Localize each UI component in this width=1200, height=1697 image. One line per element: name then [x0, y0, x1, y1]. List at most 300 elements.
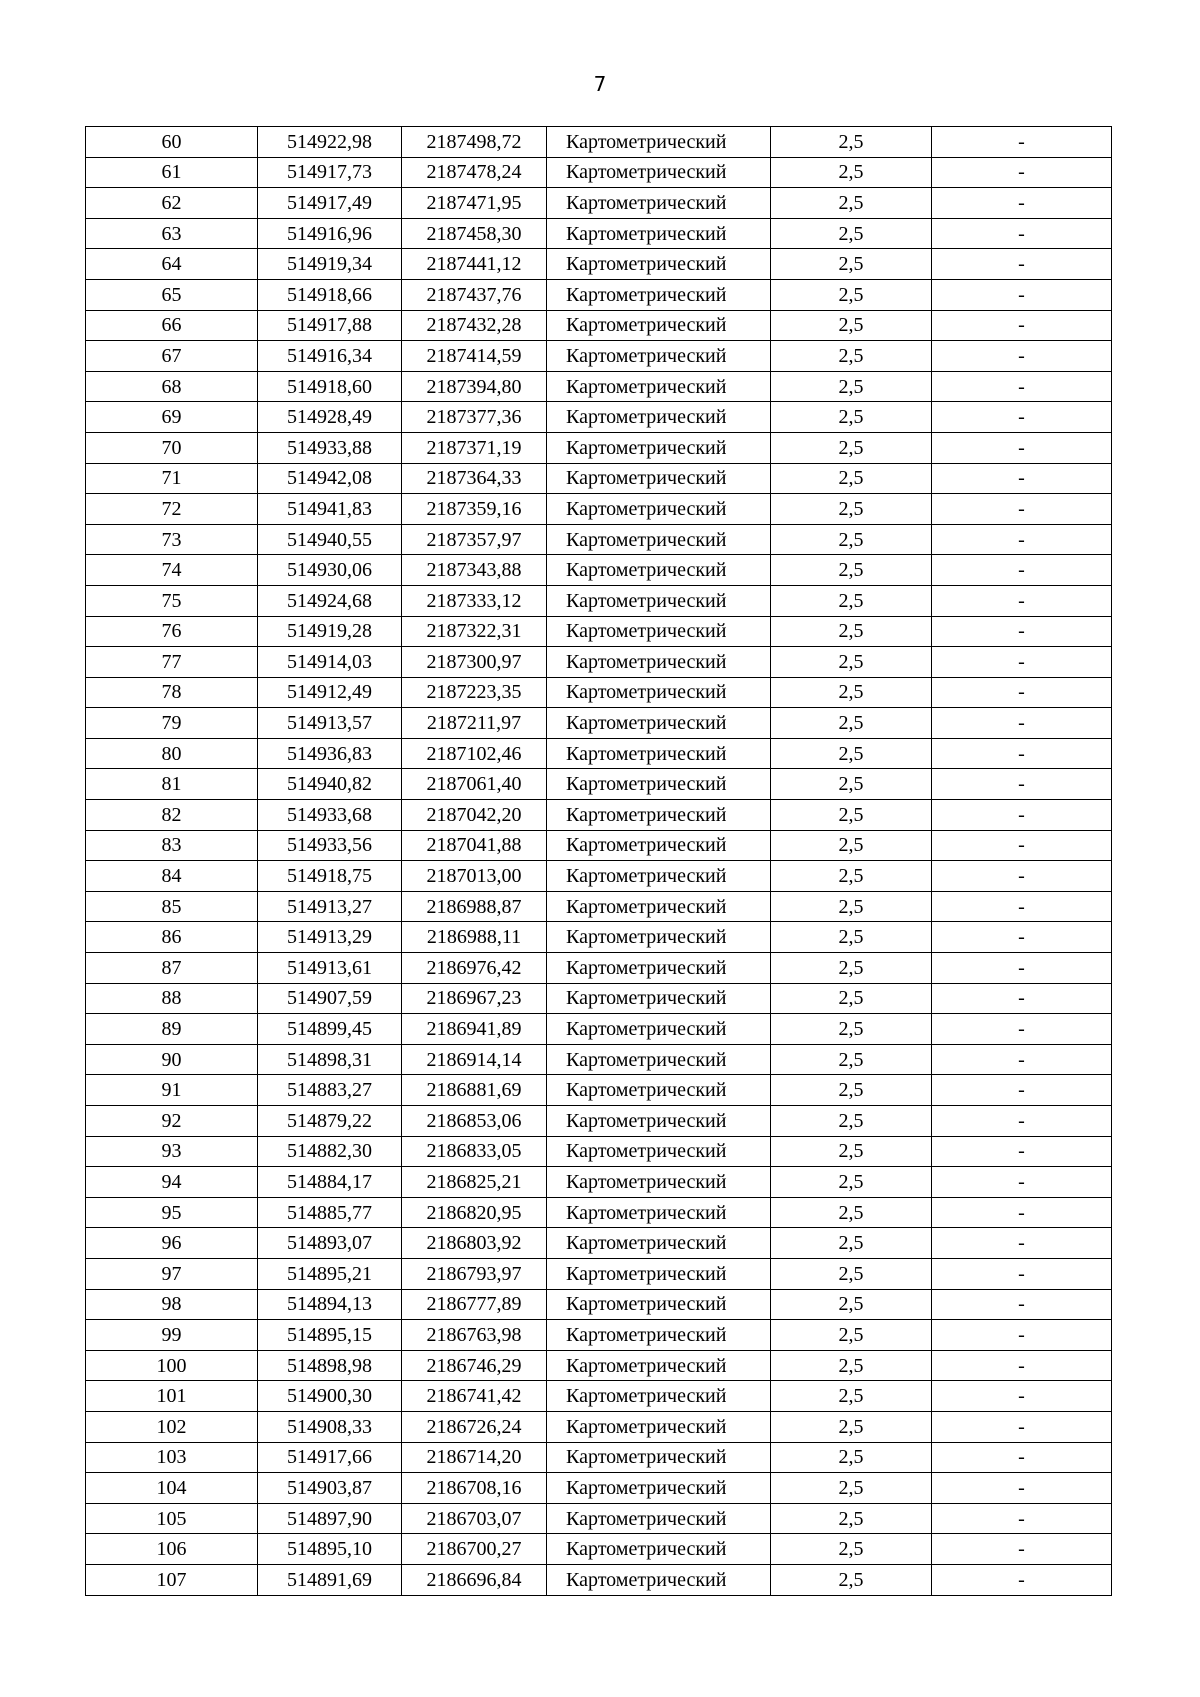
- table-row: [86, 524, 1112, 555]
- method-cell: Картометрический: [547, 188, 771, 219]
- method-cell: Картометрический: [547, 249, 771, 280]
- point-number-cell: 93: [86, 1136, 258, 1167]
- y-coordinate-cell: 2186881,69: [402, 1075, 547, 1106]
- x-coordinate-cell: 514913,29: [258, 922, 402, 953]
- x-coordinate-cell: 514891,69: [258, 1564, 402, 1595]
- table-row: [86, 279, 1112, 310]
- table-row: [86, 953, 1112, 984]
- y-coordinate-cell: 2187211,97: [402, 708, 547, 739]
- accuracy-cell: 2,5: [771, 371, 932, 402]
- y-coordinate-cell: 2187432,28: [402, 310, 547, 341]
- point-number-cell: 86: [86, 922, 258, 953]
- x-coordinate-cell: 514917,49: [258, 188, 402, 219]
- point-number-cell: 91: [86, 1075, 258, 1106]
- accuracy-cell: 2,5: [771, 983, 932, 1014]
- point-number-cell: 71: [86, 463, 258, 494]
- method-cell: Картометрический: [547, 1044, 771, 1075]
- table-row: [86, 494, 1112, 525]
- accuracy-cell: 2,5: [771, 402, 932, 433]
- note-cell: -: [932, 738, 1112, 769]
- note-cell: -: [932, 1197, 1112, 1228]
- y-coordinate-cell: 2187371,19: [402, 432, 547, 463]
- point-number-cell: 100: [86, 1350, 258, 1381]
- method-cell: Картометрический: [547, 677, 771, 708]
- accuracy-cell: 2,5: [771, 310, 932, 341]
- x-coordinate-cell: 514924,68: [258, 585, 402, 616]
- point-number-cell: 72: [86, 494, 258, 525]
- accuracy-cell: 2,5: [771, 1197, 932, 1228]
- table-row: [86, 218, 1112, 249]
- point-number-cell: 73: [86, 524, 258, 555]
- y-coordinate-cell: 2186714,20: [402, 1442, 547, 1473]
- note-cell: -: [932, 555, 1112, 586]
- y-coordinate-cell: 2187478,24: [402, 157, 547, 188]
- y-coordinate-cell: 2187013,00: [402, 861, 547, 892]
- y-coordinate-cell: 2186746,29: [402, 1350, 547, 1381]
- point-number-cell: 78: [86, 677, 258, 708]
- point-number-cell: 67: [86, 341, 258, 372]
- point-number-cell: 79: [86, 708, 258, 739]
- method-cell: Картометрический: [547, 1258, 771, 1289]
- y-coordinate-cell: 2187223,35: [402, 677, 547, 708]
- note-cell: -: [932, 279, 1112, 310]
- table-row: [86, 371, 1112, 402]
- table-row: [86, 341, 1112, 372]
- method-cell: Картометрический: [547, 1411, 771, 1442]
- table-row: [86, 861, 1112, 892]
- x-coordinate-cell: 514914,03: [258, 647, 402, 678]
- point-number-cell: 87: [86, 953, 258, 984]
- note-cell: -: [932, 830, 1112, 861]
- y-coordinate-cell: 2186833,05: [402, 1136, 547, 1167]
- y-coordinate-cell: 2186988,11: [402, 922, 547, 953]
- table-row: [86, 1534, 1112, 1565]
- coordinates-table: [85, 126, 1112, 1596]
- table-row: [86, 1411, 1112, 1442]
- note-cell: -: [932, 922, 1112, 953]
- x-coordinate-cell: 514942,08: [258, 463, 402, 494]
- note-cell: -: [932, 585, 1112, 616]
- table-row: [86, 1258, 1112, 1289]
- accuracy-cell: 2,5: [771, 341, 932, 372]
- accuracy-cell: 2,5: [771, 279, 932, 310]
- y-coordinate-cell: 2186825,21: [402, 1167, 547, 1198]
- point-number-cell: 89: [86, 1014, 258, 1045]
- x-coordinate-cell: 514933,88: [258, 432, 402, 463]
- accuracy-cell: 2,5: [771, 891, 932, 922]
- note-cell: -: [932, 1503, 1112, 1534]
- method-cell: Картометрический: [547, 616, 771, 647]
- x-coordinate-cell: 514903,87: [258, 1473, 402, 1504]
- point-number-cell: 106: [86, 1534, 258, 1565]
- method-cell: Картометрический: [547, 555, 771, 586]
- y-coordinate-cell: 2186741,42: [402, 1381, 547, 1412]
- y-coordinate-cell: 2186914,14: [402, 1044, 547, 1075]
- x-coordinate-cell: 514894,13: [258, 1289, 402, 1320]
- note-cell: -: [932, 1228, 1112, 1259]
- point-number-cell: 105: [86, 1503, 258, 1534]
- method-cell: Картометрический: [547, 861, 771, 892]
- table-row: [86, 1075, 1112, 1106]
- note-cell: -: [932, 432, 1112, 463]
- method-cell: Картометрический: [547, 1197, 771, 1228]
- table-row: [86, 922, 1112, 953]
- x-coordinate-cell: 514913,57: [258, 708, 402, 739]
- note-cell: -: [932, 1136, 1112, 1167]
- point-number-cell: 65: [86, 279, 258, 310]
- note-cell: -: [932, 1044, 1112, 1075]
- note-cell: -: [932, 1289, 1112, 1320]
- accuracy-cell: 2,5: [771, 432, 932, 463]
- y-coordinate-cell: 2186941,89: [402, 1014, 547, 1045]
- x-coordinate-cell: 514895,21: [258, 1258, 402, 1289]
- x-coordinate-cell: 514899,45: [258, 1014, 402, 1045]
- table-row: [86, 1014, 1112, 1045]
- x-coordinate-cell: 514930,06: [258, 555, 402, 586]
- table-row: [86, 310, 1112, 341]
- point-number-cell: 77: [86, 647, 258, 678]
- x-coordinate-cell: 514940,82: [258, 769, 402, 800]
- note-cell: -: [932, 524, 1112, 555]
- point-number-cell: 82: [86, 800, 258, 831]
- accuracy-cell: 2,5: [771, 1381, 932, 1412]
- accuracy-cell: 2,5: [771, 830, 932, 861]
- point-number-cell: 98: [86, 1289, 258, 1320]
- note-cell: -: [932, 891, 1112, 922]
- x-coordinate-cell: 514895,15: [258, 1320, 402, 1351]
- y-coordinate-cell: 2187343,88: [402, 555, 547, 586]
- table-row: [86, 1442, 1112, 1473]
- method-cell: Картометрический: [547, 1075, 771, 1106]
- x-coordinate-cell: 514897,90: [258, 1503, 402, 1534]
- note-cell: -: [932, 1258, 1112, 1289]
- point-number-cell: 61: [86, 157, 258, 188]
- point-number-cell: 90: [86, 1044, 258, 1075]
- point-number-cell: 99: [86, 1320, 258, 1351]
- accuracy-cell: 2,5: [771, 769, 932, 800]
- note-cell: -: [932, 494, 1112, 525]
- x-coordinate-cell: 514884,17: [258, 1167, 402, 1198]
- accuracy-cell: 2,5: [771, 1228, 932, 1259]
- table-row: [86, 1197, 1112, 1228]
- point-number-cell: 70: [86, 432, 258, 463]
- method-cell: Картометрический: [547, 371, 771, 402]
- accuracy-cell: 2,5: [771, 524, 932, 555]
- note-cell: -: [932, 800, 1112, 831]
- method-cell: Картометрический: [547, 769, 771, 800]
- method-cell: Картометрический: [547, 1014, 771, 1045]
- x-coordinate-cell: 514941,83: [258, 494, 402, 525]
- method-cell: Картометрический: [547, 1136, 771, 1167]
- x-coordinate-cell: 514913,27: [258, 891, 402, 922]
- x-coordinate-cell: 514893,07: [258, 1228, 402, 1259]
- method-cell: Картометрический: [547, 708, 771, 739]
- y-coordinate-cell: 2187102,46: [402, 738, 547, 769]
- note-cell: -: [932, 1350, 1112, 1381]
- table-row: [86, 1044, 1112, 1075]
- x-coordinate-cell: 514882,30: [258, 1136, 402, 1167]
- x-coordinate-cell: 514898,31: [258, 1044, 402, 1075]
- method-cell: Картометрический: [547, 738, 771, 769]
- table-row: [86, 677, 1112, 708]
- accuracy-cell: 2,5: [771, 127, 932, 158]
- method-cell: Картометрический: [547, 1289, 771, 1320]
- table-row: [86, 1136, 1112, 1167]
- method-cell: Картометрический: [547, 922, 771, 953]
- y-coordinate-cell: 2186726,24: [402, 1411, 547, 1442]
- method-cell: Картометрический: [547, 218, 771, 249]
- y-coordinate-cell: 2187441,12: [402, 249, 547, 280]
- method-cell: Картометрический: [547, 1442, 771, 1473]
- point-number-cell: 94: [86, 1167, 258, 1198]
- point-number-cell: 96: [86, 1228, 258, 1259]
- note-cell: -: [932, 708, 1112, 739]
- method-cell: Картометрический: [547, 1381, 771, 1412]
- note-cell: -: [932, 463, 1112, 494]
- accuracy-cell: 2,5: [771, 463, 932, 494]
- x-coordinate-cell: 514917,73: [258, 157, 402, 188]
- x-coordinate-cell: 514916,96: [258, 218, 402, 249]
- accuracy-cell: 2,5: [771, 1014, 932, 1045]
- accuracy-cell: 2,5: [771, 953, 932, 984]
- accuracy-cell: 2,5: [771, 1075, 932, 1106]
- method-cell: Картометрический: [547, 1106, 771, 1137]
- y-coordinate-cell: 2187061,40: [402, 769, 547, 800]
- method-cell: Картометрический: [547, 1564, 771, 1595]
- y-coordinate-cell: 2187414,59: [402, 341, 547, 372]
- note-cell: -: [932, 1564, 1112, 1595]
- table-row: [86, 1228, 1112, 1259]
- accuracy-cell: 2,5: [771, 708, 932, 739]
- page-number: 7: [593, 72, 607, 96]
- table-row: [86, 1350, 1112, 1381]
- x-coordinate-cell: 514912,49: [258, 677, 402, 708]
- point-number-cell: 63: [86, 218, 258, 249]
- method-cell: Картометрический: [547, 1228, 771, 1259]
- y-coordinate-cell: 2186696,84: [402, 1564, 547, 1595]
- x-coordinate-cell: 514916,34: [258, 341, 402, 372]
- method-cell: Картометрический: [547, 800, 771, 831]
- point-number-cell: 64: [86, 249, 258, 280]
- method-cell: Картометрический: [547, 157, 771, 188]
- y-coordinate-cell: 2186976,42: [402, 953, 547, 984]
- note-cell: -: [932, 1442, 1112, 1473]
- y-coordinate-cell: 2186777,89: [402, 1289, 547, 1320]
- accuracy-cell: 2,5: [771, 1258, 932, 1289]
- y-coordinate-cell: 2187394,80: [402, 371, 547, 402]
- point-number-cell: 68: [86, 371, 258, 402]
- y-coordinate-cell: 2187498,72: [402, 127, 547, 158]
- accuracy-cell: 2,5: [771, 1044, 932, 1075]
- x-coordinate-cell: 514918,60: [258, 371, 402, 402]
- note-cell: -: [932, 1320, 1112, 1351]
- x-coordinate-cell: 514917,88: [258, 310, 402, 341]
- table-row: [86, 891, 1112, 922]
- note-cell: -: [932, 1381, 1112, 1412]
- x-coordinate-cell: 514898,98: [258, 1350, 402, 1381]
- table-row: [86, 1167, 1112, 1198]
- method-cell: Картометрический: [547, 1503, 771, 1534]
- y-coordinate-cell: 2186803,92: [402, 1228, 547, 1259]
- note-cell: -: [932, 249, 1112, 280]
- y-coordinate-cell: 2186763,98: [402, 1320, 547, 1351]
- point-number-cell: 88: [86, 983, 258, 1014]
- method-cell: Картометрический: [547, 524, 771, 555]
- accuracy-cell: 2,5: [771, 218, 932, 249]
- y-coordinate-cell: 2187357,97: [402, 524, 547, 555]
- table-row: [86, 708, 1112, 739]
- x-coordinate-cell: 514883,27: [258, 1075, 402, 1106]
- note-cell: -: [932, 341, 1112, 372]
- note-cell: -: [932, 218, 1112, 249]
- point-number-cell: 95: [86, 1197, 258, 1228]
- accuracy-cell: 2,5: [771, 1564, 932, 1595]
- y-coordinate-cell: 2186820,95: [402, 1197, 547, 1228]
- point-number-cell: 60: [86, 127, 258, 158]
- point-number-cell: 97: [86, 1258, 258, 1289]
- table-row: [86, 188, 1112, 219]
- method-cell: Картометрический: [547, 1320, 771, 1351]
- method-cell: Картометрический: [547, 432, 771, 463]
- x-coordinate-cell: 514900,30: [258, 1381, 402, 1412]
- note-cell: -: [932, 1534, 1112, 1565]
- accuracy-cell: 2,5: [771, 494, 932, 525]
- table-row: [86, 1289, 1112, 1320]
- point-number-cell: 104: [86, 1473, 258, 1504]
- table-row: [86, 616, 1112, 647]
- table-row: [86, 127, 1112, 158]
- point-number-cell: 85: [86, 891, 258, 922]
- method-cell: Картометрический: [547, 953, 771, 984]
- point-number-cell: 107: [86, 1564, 258, 1595]
- y-coordinate-cell: 2187042,20: [402, 800, 547, 831]
- note-cell: -: [932, 677, 1112, 708]
- x-coordinate-cell: 514918,75: [258, 861, 402, 892]
- x-coordinate-cell: 514917,66: [258, 1442, 402, 1473]
- x-coordinate-cell: 514908,33: [258, 1411, 402, 1442]
- y-coordinate-cell: 2187041,88: [402, 830, 547, 861]
- note-cell: -: [932, 157, 1112, 188]
- point-number-cell: 101: [86, 1381, 258, 1412]
- method-cell: Картометрический: [547, 127, 771, 158]
- accuracy-cell: 2,5: [771, 647, 932, 678]
- accuracy-cell: 2,5: [771, 585, 932, 616]
- y-coordinate-cell: 2187359,16: [402, 494, 547, 525]
- accuracy-cell: 2,5: [771, 249, 932, 280]
- table-row: [86, 647, 1112, 678]
- note-cell: -: [932, 371, 1112, 402]
- point-number-cell: 81: [86, 769, 258, 800]
- accuracy-cell: 2,5: [771, 800, 932, 831]
- accuracy-cell: 2,5: [771, 1289, 932, 1320]
- point-number-cell: 102: [86, 1411, 258, 1442]
- coordinates-table-body: [86, 127, 1112, 1596]
- point-number-cell: 83: [86, 830, 258, 861]
- method-cell: Картометрический: [547, 830, 771, 861]
- accuracy-cell: 2,5: [771, 1411, 932, 1442]
- point-number-cell: 76: [86, 616, 258, 647]
- method-cell: Картометрический: [547, 279, 771, 310]
- table-row: [86, 738, 1112, 769]
- note-cell: -: [932, 127, 1112, 158]
- method-cell: Картометрический: [547, 647, 771, 678]
- table-row: [86, 249, 1112, 280]
- point-number-cell: 74: [86, 555, 258, 586]
- x-coordinate-cell: 514885,77: [258, 1197, 402, 1228]
- accuracy-cell: 2,5: [771, 157, 932, 188]
- method-cell: Картометрический: [547, 341, 771, 372]
- note-cell: -: [932, 769, 1112, 800]
- note-cell: -: [932, 647, 1112, 678]
- note-cell: -: [932, 1014, 1112, 1045]
- x-coordinate-cell: 514913,61: [258, 953, 402, 984]
- accuracy-cell: 2,5: [771, 922, 932, 953]
- x-coordinate-cell: 514940,55: [258, 524, 402, 555]
- y-coordinate-cell: 2186703,07: [402, 1503, 547, 1534]
- table-row: [86, 1473, 1112, 1504]
- point-number-cell: 92: [86, 1106, 258, 1137]
- table-row: [86, 157, 1112, 188]
- table-row: [86, 830, 1112, 861]
- y-coordinate-cell: 2186988,87: [402, 891, 547, 922]
- table-row: [86, 1503, 1112, 1534]
- accuracy-cell: 2,5: [771, 1442, 932, 1473]
- note-cell: -: [932, 188, 1112, 219]
- point-number-cell: 80: [86, 738, 258, 769]
- table-row: [86, 402, 1112, 433]
- point-number-cell: 66: [86, 310, 258, 341]
- x-coordinate-cell: 514928,49: [258, 402, 402, 433]
- table-row: [86, 585, 1112, 616]
- table-row: [86, 983, 1112, 1014]
- method-cell: Картометрический: [547, 1534, 771, 1565]
- accuracy-cell: 2,5: [771, 1320, 932, 1351]
- accuracy-cell: 2,5: [771, 188, 932, 219]
- note-cell: -: [932, 1075, 1112, 1106]
- point-number-cell: 84: [86, 861, 258, 892]
- x-coordinate-cell: 514933,68: [258, 800, 402, 831]
- note-cell: -: [932, 861, 1112, 892]
- y-coordinate-cell: 2186708,16: [402, 1473, 547, 1504]
- x-coordinate-cell: 514922,98: [258, 127, 402, 158]
- y-coordinate-cell: 2187322,31: [402, 616, 547, 647]
- y-coordinate-cell: 2187471,95: [402, 188, 547, 219]
- table-row: [86, 1564, 1112, 1595]
- note-cell: -: [932, 1106, 1112, 1137]
- table-row: [86, 1381, 1112, 1412]
- note-cell: -: [932, 616, 1112, 647]
- point-number-cell: 75: [86, 585, 258, 616]
- table-row: [86, 463, 1112, 494]
- table-row: [86, 1106, 1112, 1137]
- accuracy-cell: 2,5: [771, 555, 932, 586]
- y-coordinate-cell: 2186793,97: [402, 1258, 547, 1289]
- table-row: [86, 1320, 1112, 1351]
- x-coordinate-cell: 514919,34: [258, 249, 402, 280]
- y-coordinate-cell: 2186853,06: [402, 1106, 547, 1137]
- accuracy-cell: 2,5: [771, 1503, 932, 1534]
- note-cell: -: [932, 402, 1112, 433]
- note-cell: -: [932, 983, 1112, 1014]
- point-number-cell: 103: [86, 1442, 258, 1473]
- x-coordinate-cell: 514936,83: [258, 738, 402, 769]
- y-coordinate-cell: 2186700,27: [402, 1534, 547, 1565]
- method-cell: Картометрический: [547, 310, 771, 341]
- point-number-cell: 62: [86, 188, 258, 219]
- method-cell: Картометрический: [547, 494, 771, 525]
- accuracy-cell: 2,5: [771, 1534, 932, 1565]
- accuracy-cell: 2,5: [771, 1350, 932, 1381]
